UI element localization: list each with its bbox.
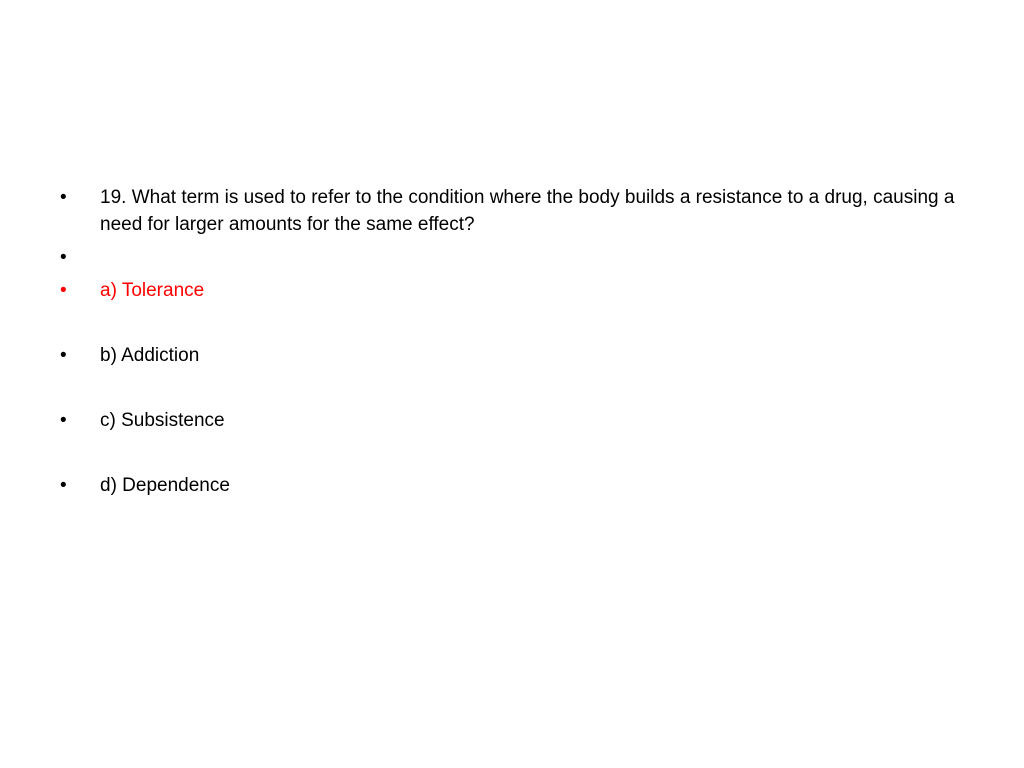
- bullet-dot: •: [60, 475, 67, 496]
- answer-item-d: [60, 472, 960, 499]
- question-text: 19. What term is used to refer to the condition where the body builds a resistance to a drug, causing a need for larger amounts for the same effect?: [100, 187, 955, 235]
- bullet-dot: •: [60, 280, 67, 301]
- answer-text: d) Dependence: [100, 475, 230, 496]
- answer-item-b: [60, 342, 960, 369]
- answer-text: c) Subsistence: [100, 410, 225, 431]
- bullet-dot: •: [60, 410, 67, 431]
- bullet-dot: •: [60, 247, 67, 268]
- answer-text: b) Addiction: [100, 345, 200, 366]
- bullet-dot: •: [60, 187, 67, 208]
- empty-bullet-item: [60, 244, 960, 271]
- answer-text: a) Tolerance: [100, 280, 205, 301]
- answer-item-a: [60, 277, 960, 304]
- answer-item-c: [60, 407, 960, 434]
- bullet-dot: •: [60, 345, 67, 366]
- question-item: [60, 184, 960, 238]
- bullet-list: [60, 184, 960, 499]
